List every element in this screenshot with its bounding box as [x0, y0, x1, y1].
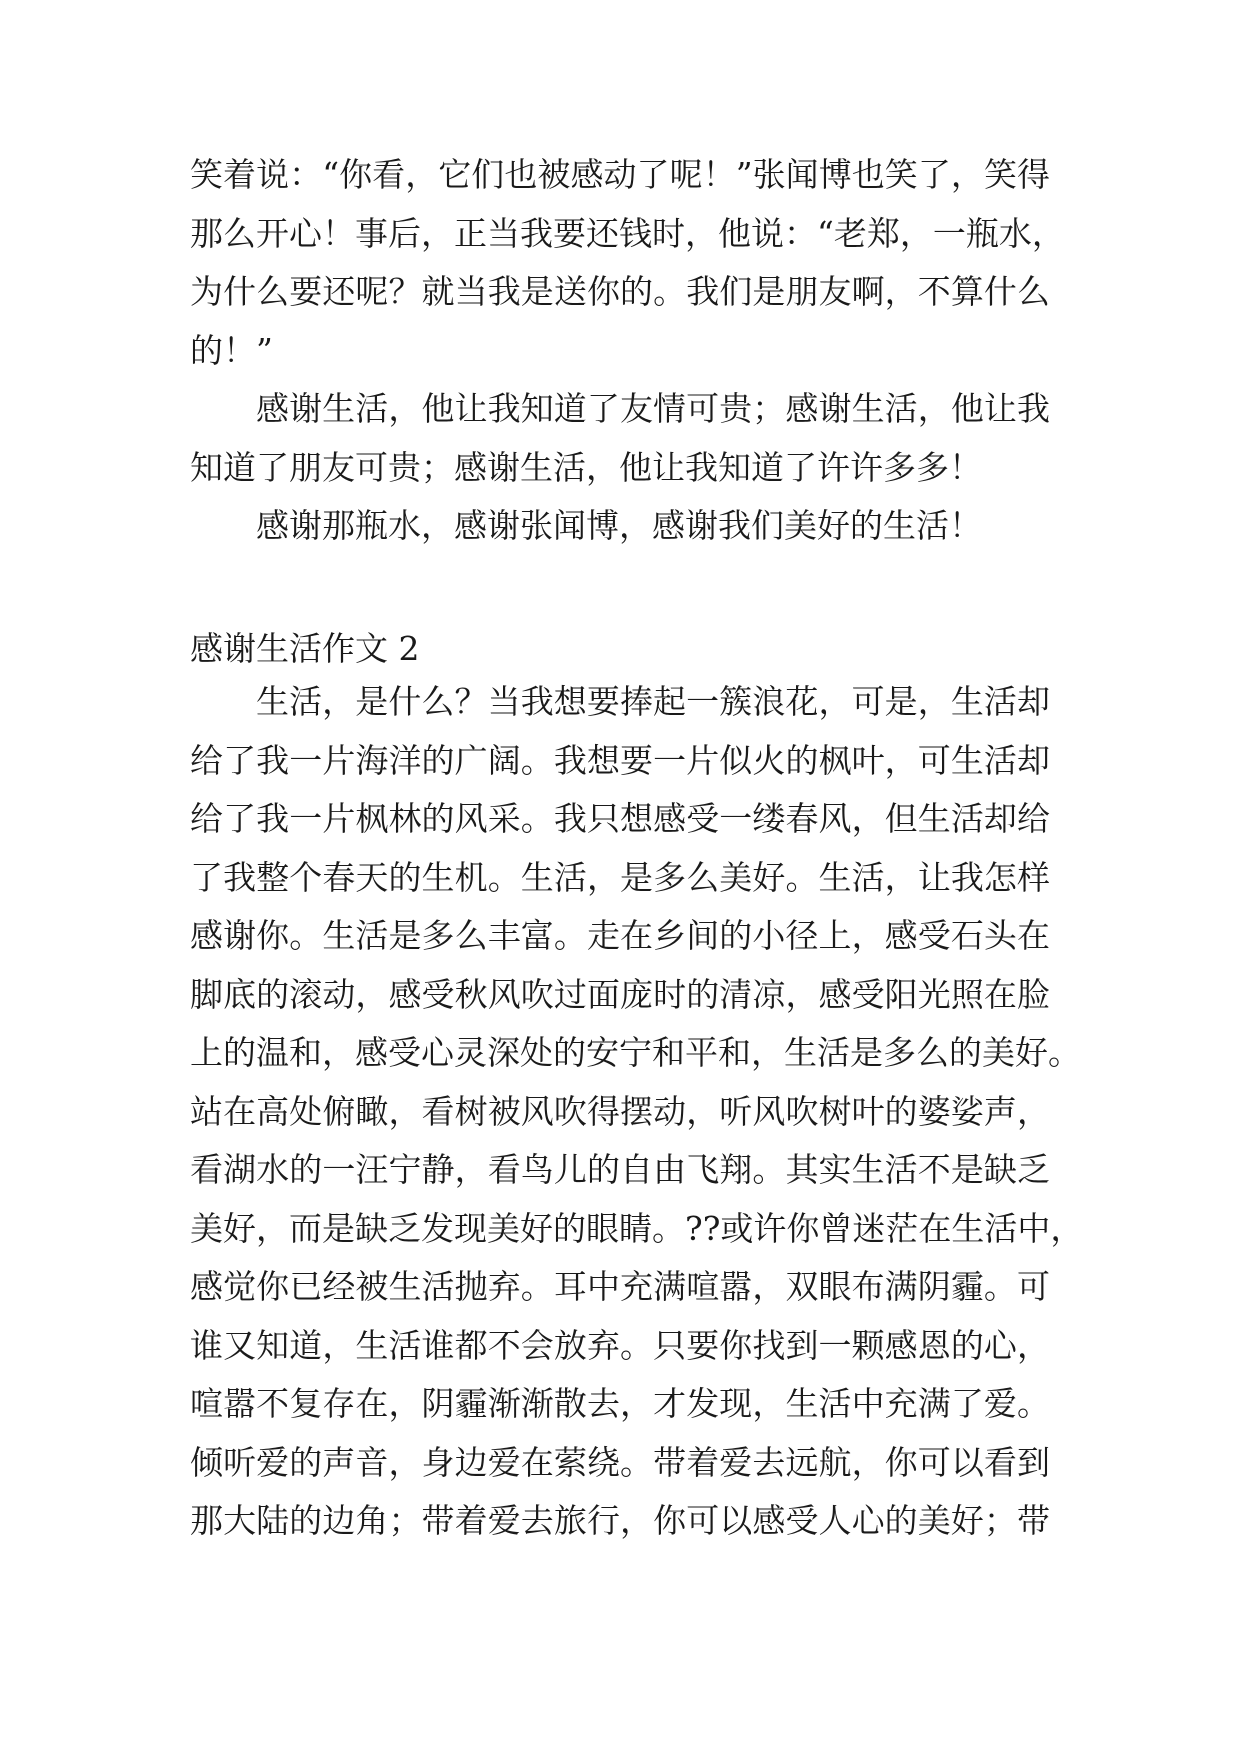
text-line: 感谢你。生活是多么丰富。走在乡间的小径上，感受石头在	[190, 916, 1050, 955]
text-line: 感谢生活，他让我知道了友情可贵；感谢生活，他让我	[256, 389, 1050, 428]
text-line: 站在高处俯瞰，看树被风吹得摆动，听风吹树叶的婆娑声，	[190, 1091, 1050, 1131]
text-line: 生活，是什么？当我想要捧起一簇浪花，可是，生活却	[256, 682, 1050, 721]
text-line: 感觉你已经被生活抛弃。耳中充满喧嚣，双眼布满阴霾。可	[190, 1267, 1050, 1306]
text-line: 为什么要还呢？就当我是送你的。我们是朋友啊，不算什么	[190, 272, 1050, 311]
section-2-title: 感谢生活作文 2	[190, 629, 420, 668]
section-1-paragraph-2	[190, 380, 1050, 497]
section-1-paragraph-3	[190, 497, 1050, 556]
text-line: 喧嚣不复存在，阴霾渐渐散去，才发现，生活中充满了爱。	[190, 1384, 1050, 1423]
text-line: 美好，而是缺乏发现美好的眼睛。??或许你曾迷茫在生活中，	[190, 1208, 1084, 1248]
text-line: 倾听爱的声音，身边爱在萦绕。带着爱去远航，你可以看到	[190, 1442, 1050, 1482]
section-2-paragraph	[190, 673, 1084, 1551]
text-line: 那么开心！事后，正当我要还钱时，他说：“老郑，一瓶水，	[190, 213, 1065, 253]
text-line: 那大陆的边角；带着爱去旅行，你可以感受人心的美好；带	[190, 1501, 1050, 1540]
text-line: 感谢那瓶水，感谢张闻博，感谢我们美好的生活！	[256, 506, 982, 545]
text-line: 谁又知道，生活谁都不会放弃。只要你找到一颗感恩的心，	[190, 1325, 1050, 1365]
text-line: 了我整个春天的生机。生活，是多么美好。生活，让我怎样	[190, 857, 1050, 897]
text-line: 给了我一片海洋的广阔。我想要一片似火的枫叶，可生活却	[190, 740, 1050, 780]
text-line: 笑着说：“你看，它们也被感动了呢！”张闻博也笑了，笑得	[190, 155, 1050, 194]
text-line: 知道了朋友可贵；感谢生活，他让我知道了许许多多！	[190, 447, 982, 487]
text-line: 看湖水的一汪宁静，看鸟儿的自由飞翔。其实生活不是缺乏	[190, 1150, 1050, 1189]
text-line: 脚底的滚动，感受秋风吹过面庞时的清凉，感受阳光照在脸	[190, 974, 1050, 1014]
section-1-paragraph-1	[190, 146, 1065, 380]
text-line: 上的温和，感受心灵深处的安宁和平和，生活是多么的美好。	[190, 1033, 1081, 1072]
text-line: 给了我一片枫林的风采。我只想感受一缕春风，但生活却给	[190, 799, 1050, 838]
text-line: 的！”	[190, 330, 273, 370]
